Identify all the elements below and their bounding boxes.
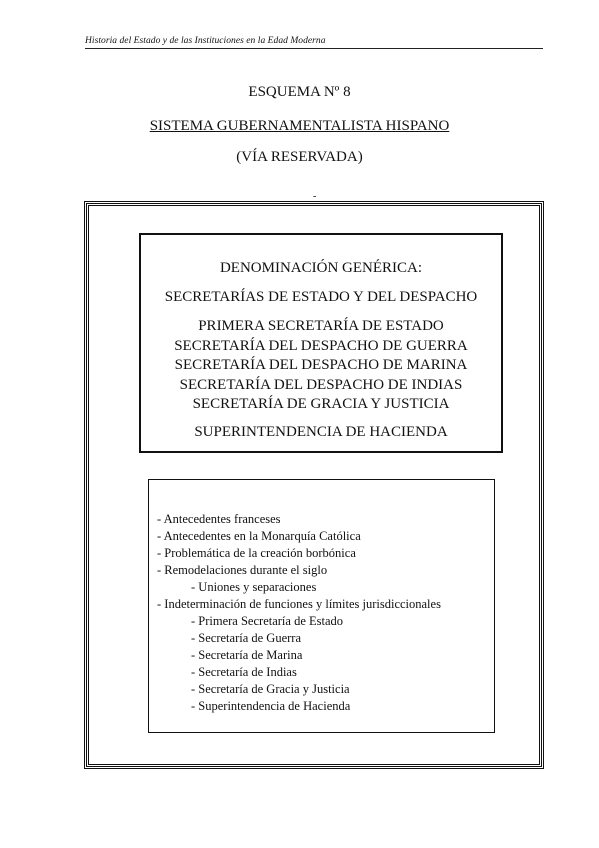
scheme-title: ESQUEMA Nº 8 [248,84,351,100]
topic-subitem: - Secretaría de Gracia y Justicia [191,682,350,696]
topic-subitem: - Superintendencia de Hacienda [191,699,351,713]
topic-subitem: - Primera Secretaría de Estado [191,614,344,628]
denomination-box [139,233,503,453]
topics-box [148,479,495,733]
topic-item: - Antecedentes franceses [157,512,281,526]
generic-name: SECRETARÍAS DE ESTADO Y DEL DESPACHO [164,289,478,305]
way-subtitle: (VÍA RESERVADA) [236,149,363,165]
topic-subitem: - Secretaría de Marina [191,648,303,662]
secretariat-item: SECRETARÍA DEL DESPACHO DE MARINA [174,357,468,373]
topics-list [157,511,441,715]
topic-item: - Problemática de la creación borbónica [157,546,356,560]
topic-subitem: - Secretaría de Guerra [191,631,301,645]
system-title: SISTEMA GUBERNAMENTALISTA HISPANO [149,118,450,134]
superintendence-line: SUPERINTENDENCIA DE HACIENDA [194,424,448,440]
secretariat-item: PRIMERA SECRETARÍA DE ESTADO [198,318,444,334]
secretariat-item: SECRETARÍA DEL DESPACHO DE INDIAS [179,376,463,393]
topic-subitem: - Uniones y separaciones [191,580,317,594]
topic-item: - Indeterminación de funciones y límites jurisdiccionales [157,597,441,611]
topic-subitem: - Secretaría de Indias [191,665,297,679]
secretariat-item: SECRETARÍA DEL DESPACHO DE GUERRA [174,337,468,354]
dash-mark: - [313,191,317,202]
denomination-heading: DENOMINACIÓN GENÉRICA: [219,260,423,276]
secretariat-item: SECRETARÍA DE GRACIA Y JUSTICIA [192,396,450,412]
running-header: Historia del Estado y de las Instituciones en la Edad Moderna [85,36,543,49]
secretariat-list [141,317,501,415]
topic-item: - Antecedentes en la Monarquía Católica [157,529,361,543]
topic-item: - Remodelaciones durante el siglo [157,563,328,577]
